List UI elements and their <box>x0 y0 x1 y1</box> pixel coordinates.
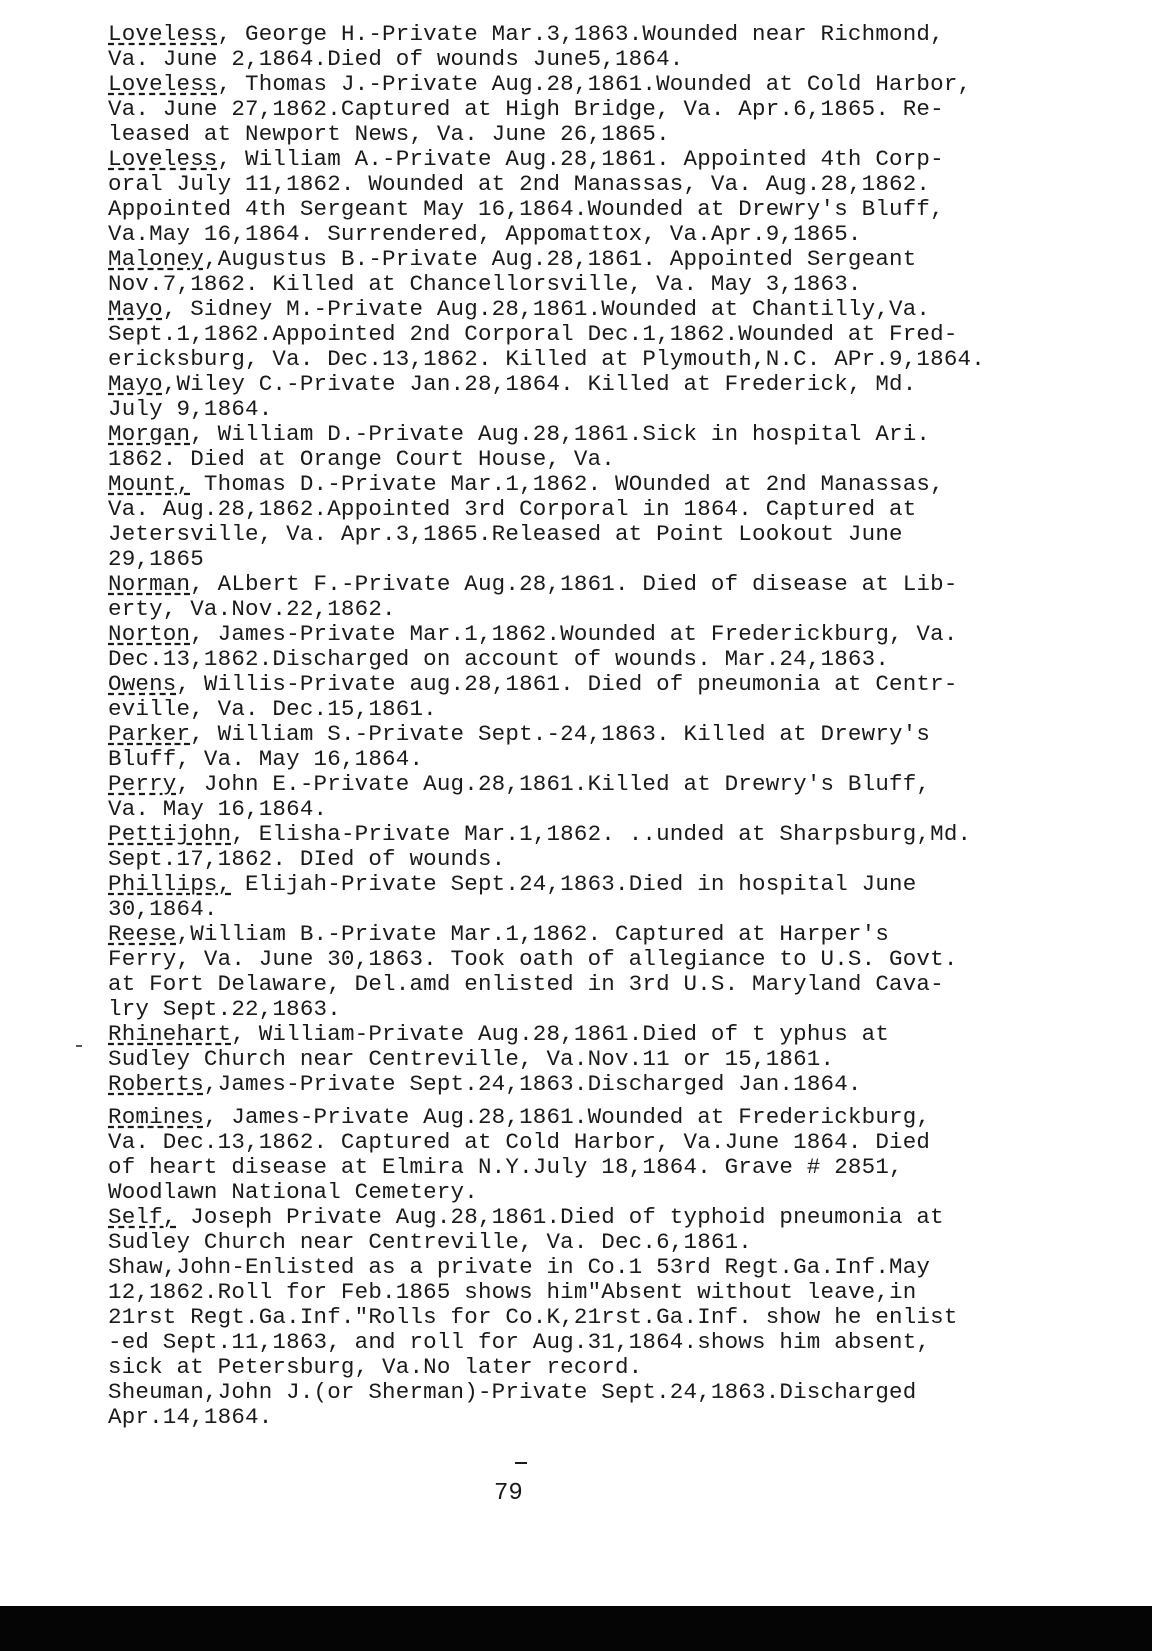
roster-entry <box>108 22 1108 72</box>
entry-line: Va. June 27,1862.Captured at High Bridge, Va. Apr.6,1865. Re- <box>108 96 944 122</box>
page-number: 79 <box>494 1480 523 1507</box>
entry-line: Sheuman,John J.(or Sherman)-Private Sept.24,1863.Discharged <box>108 1379 917 1405</box>
page-number-mark <box>515 1462 527 1464</box>
roster-entry <box>108 1380 1108 1430</box>
entry-line: Self, Joseph Private Aug.28,1861.Died of typhoid pneumonia at <box>108 1204 944 1230</box>
entry-line: Reese,William B.-Private Mar.1,1862. Captured at Harper's <box>108 921 890 947</box>
entry-line: Mount, Thomas D.-Private Mar.1,1862. WOunded at 2nd Manassas, <box>108 471 944 497</box>
entry-line: erty, Va.Nov.22,1862. <box>108 596 396 622</box>
roster-entry <box>108 772 1108 822</box>
entry-line: Apr.14,1864. <box>108 1404 273 1430</box>
roster-entry <box>108 1255 1108 1380</box>
entry-line: Woodlawn National Cemetery. <box>108 1179 478 1205</box>
entry-line: Va. Dec.13,1862. Captured at Cold Harbor, Va.June 1864. Died <box>108 1129 931 1155</box>
entry-line: Romines, James-Private Aug.28,1861.Wounded at Frederickburg, <box>108 1104 931 1130</box>
entry-line: Va. May 16,1864. <box>108 796 328 822</box>
roster-entry <box>108 1105 1108 1205</box>
roster-entry <box>108 1022 1108 1072</box>
entry-surname: Norton <box>108 621 191 647</box>
entry-surname: Loveless <box>108 21 218 47</box>
entry-line: Sept.1,1862.Appointed 2nd Corporal Dec.1,1862.Wounded at Fred- <box>108 321 958 347</box>
entry-line: Loveless, George H.-Private Mar.3,1863.Wounded near Richmond, <box>108 21 944 47</box>
entry-line: Sudley Church near Centreville, Va. Dec.6,1861. <box>108 1229 753 1255</box>
entry-line: Shaw,John-Enlisted as a private in Co.1 53rd Regt.Ga.Inf.May <box>108 1254 931 1280</box>
entry-surname: Self, <box>108 1204 177 1230</box>
roster-entry <box>108 472 1108 572</box>
entry-line: at Fort Delaware, Del.amd enlisted in 3rd U.S. Maryland Cava- <box>108 971 944 997</box>
entry-surname: Maloney <box>108 246 204 272</box>
entry-line: Va.May 16,1864. Surrendered, Appomattox, Va.Apr.9,1865. <box>108 221 862 247</box>
entry-surname: Reese <box>108 921 177 947</box>
roster-entry <box>108 247 1108 297</box>
entry-line: Nov.7,1862. Killed at Chancellorsville, Va. May 3,1863. <box>108 271 862 297</box>
entry-line: Sudley Church near Centreville, Va.Nov.11 or 15,1861. <box>108 1046 835 1072</box>
roster-entry <box>108 1205 1108 1255</box>
margin-mark <box>76 1045 82 1047</box>
roster-entry <box>108 922 1108 1022</box>
entry-line: Norman, ALbert F.-Private Aug.28,1861. Died of disease at Lib- <box>108 571 958 597</box>
entry-line: Dec.13,1862.Discharged on account of wounds. Mar.24,1863. <box>108 646 890 672</box>
entry-line: Jetersville, Va. Apr.3,1865.Released at Point Lookout June <box>108 521 903 547</box>
entry-surname: Mayo <box>108 296 163 322</box>
roster-entry <box>108 297 1108 372</box>
roster-entry <box>108 872 1108 922</box>
entry-surname: Pettijohn <box>108 821 232 847</box>
roster-entry <box>108 72 1108 147</box>
entry-line: Va. June 2,1864.Died of wounds June5,1864. <box>108 46 684 72</box>
entry-surname: Perry <box>108 771 177 797</box>
entry-line: Norton, James-Private Mar.1,1862.Wounded at Frederickburg, Va. <box>108 621 958 647</box>
entry-surname: Loveless <box>108 146 218 172</box>
entry-surname: Roberts <box>108 1071 204 1097</box>
entry-line: Pettijohn, Elisha-Private Mar.1,1862. ..unded at Sharpsburg,Md. <box>108 821 972 847</box>
entry-line: Perry, John E.-Private Aug.28,1861.Killed at Drewry's Bluff, <box>108 771 931 797</box>
entry-line: Rhinehart, William-Private Aug.28,1861.Died of t yphus at <box>108 1021 890 1047</box>
entry-line: ericksburg, Va. Dec.13,1862. Killed at Plymouth,N.C. APr.9,1864. <box>108 346 985 372</box>
roster-entry <box>108 572 1108 622</box>
entry-line: 21rst Regt.Ga.Inf."Rolls for Co.K,21rst.Ga.Inf. show he enlist <box>108 1304 958 1330</box>
entry-line: Owens, Willis-Private aug.28,1861. Died of pneumonia at Centr- <box>108 671 958 697</box>
entry-surname: Loveless <box>108 71 218 97</box>
entry-line: Parker, William S.-Private Sept.-24,1863. Killed at Drewry's <box>108 721 931 747</box>
entry-surname: Norman <box>108 571 191 597</box>
entry-line: leased at Newport News, Va. June 26,1865. <box>108 121 670 147</box>
entry-line: of heart disease at Elmira N.Y.July 18,1864. Grave # 2851, <box>108 1154 903 1180</box>
entry-surname: Mayo <box>108 371 163 397</box>
entry-line: 29,1865 <box>108 546 204 572</box>
roster-list <box>108 22 1108 1430</box>
entry-surname: Morgan <box>108 421 191 447</box>
entry-surname: Romines <box>108 1104 204 1130</box>
roster-entry <box>108 822 1108 872</box>
entry-line: Ferry, Va. June 30,1863. Took oath of allegiance to U.S. Govt. <box>108 946 958 972</box>
entry-line: Roberts,James-Private Sept.24,1863.Discharged Jan.1864. <box>108 1071 862 1097</box>
roster-entry <box>108 622 1108 672</box>
entry-line: Phillips, Elijah-Private Sept.24,1863.Died in hospital June <box>108 871 917 897</box>
roster-entry <box>108 372 1108 422</box>
roster-entry <box>108 422 1108 472</box>
entry-surname: Phillips, <box>108 871 232 897</box>
entry-line: oral July 11,1862. Wounded at 2nd Manassas, Va. Aug.28,1862. <box>108 171 931 197</box>
roster-entry <box>108 147 1108 247</box>
entry-line: Sept.17,1862. DIed of wounds. <box>108 846 506 872</box>
entry-line: Maloney,Augustus B.-Private Aug.28,1861. Appointed Sergeant <box>108 246 917 272</box>
entry-line: Mayo,Wiley C.-Private Jan.28,1864. Killed at Frederick, Md. <box>108 371 917 397</box>
roster-entry <box>108 722 1108 772</box>
entry-line: 12,1862.Roll for Feb.1865 shows him"Absent without leave,in <box>108 1279 917 1305</box>
entry-line: Mayo, Sidney M.-Private Aug.28,1861.Wounded at Chantilly,Va. <box>108 296 931 322</box>
entry-line: -ed Sept.11,1863, and roll for Aug.31,1864.shows him absent, <box>108 1329 931 1355</box>
entry-line: lry Sept.22,1863. <box>108 996 341 1022</box>
entry-line: eville, Va. Dec.15,1861. <box>108 696 437 722</box>
entry-line: Appointed 4th Sergeant May 16,1864.Wounded at Drewry's Bluff, <box>108 196 944 222</box>
entry-line: Loveless, William A.-Private Aug.28,1861. Appointed 4th Corp- <box>108 146 944 172</box>
entry-line: Va. Aug.28,1862.Appointed 3rd Corporal in 1864. Captured at <box>108 496 917 522</box>
entry-line: Loveless, Thomas J.-Private Aug.28,1861.Wounded at Cold Harbor, <box>108 71 972 97</box>
entry-surname: Mount, <box>108 471 191 497</box>
entry-line: 1862. Died at Orange Court House, Va. <box>108 446 615 472</box>
entry-surname: Parker <box>108 721 191 747</box>
roster-entry <box>108 672 1108 722</box>
entry-line: sick at Petersburg, Va.No later record. <box>108 1354 643 1380</box>
entry-surname: Owens <box>108 671 177 697</box>
entry-line: July 9,1864. <box>108 396 273 422</box>
entry-line: Bluff, Va. May 16,1864. <box>108 746 424 772</box>
roster-entry <box>108 1072 1108 1097</box>
scan-bottom-border <box>0 1606 1152 1651</box>
entry-line: Morgan, William D.-Private Aug.28,1861.Sick in hospital Ari. <box>108 421 931 447</box>
entry-line: 30,1864. <box>108 896 218 922</box>
entry-surname: Rhinehart <box>108 1021 232 1047</box>
